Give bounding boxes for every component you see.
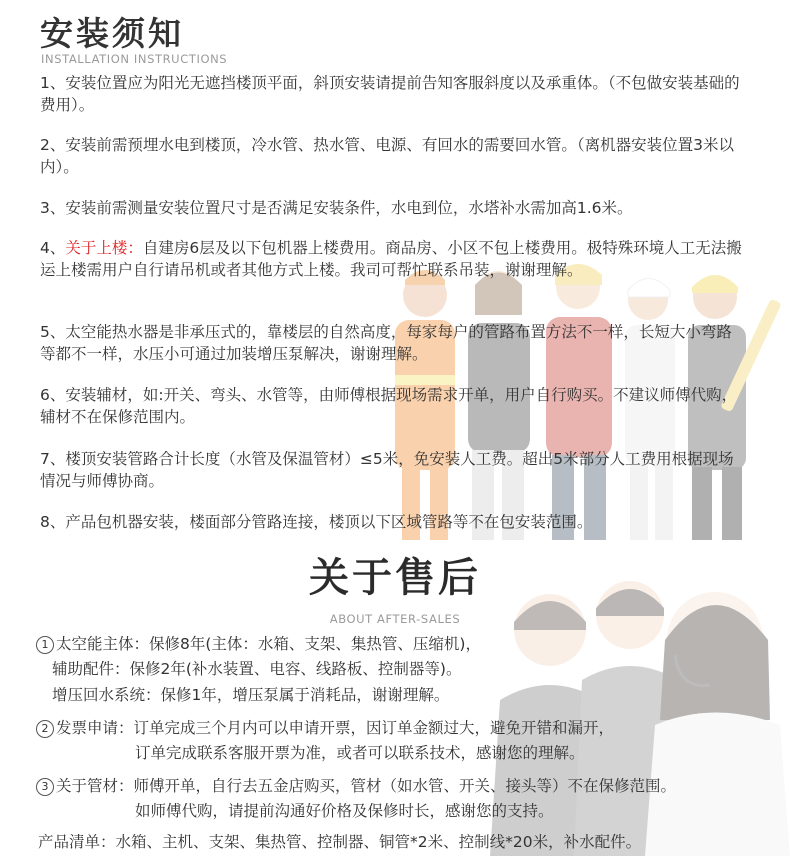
number-1-badge: 1 — [36, 636, 54, 654]
aftersales-title: 关于售后 — [309, 555, 481, 601]
invoice-line-2: 订单完成联系客服开票为准，或者可以联系技术，感谢您的理解。 — [135, 744, 585, 762]
invoice-text: 发票申请：订单完成三个月内可以申请开票，因订单金额过大，避免开错和漏开， — [56, 719, 615, 737]
warranty-accessory-line: 辅助配件：保修2年(补水装置、电容、线路板、控制器等)。 — [52, 660, 462, 678]
install-item-4 — [40, 237, 745, 281]
install-item-5: 5、太空能热水器是非承压式的，靠楼层的自然高度，每家每户的管路布置方法不一样，长短大小弯路等都不一样，水压小可通过加装增压泵解决，谢谢理解。 — [40, 323, 732, 363]
product-list: 产品清单：水箱、主机、支架、集热管、控制器、铜管*2米、控制线*20米，补水配件。 — [38, 833, 642, 851]
install-item-6: 6、安装辅材，如:开关、弯头、水管等，由师傅根据现场需求开单，用户自行购买。不建议师傅代购，辅材不在保修范围内。 — [40, 386, 738, 426]
installation-subtitle: INSTALLATION INSTRUCTIONS — [41, 52, 228, 66]
pipe-material-text: 关于管材：师傅开单，自行去五金店购买，管材（如水管、开关、接头等）不在保修范围。 — [56, 777, 677, 795]
install-item-4-text: 自建房6层及以下包机器上楼费用。商品房、小区不包上楼费用。极特殊环境人工无法搬运上楼需用户自行请吊机或者其他方式上楼。我司可帮忙联系吊装，谢谢理解。 — [40, 239, 742, 279]
install-item-2: 2、安装前需预埋水电到楼顶，冷水管、热水管、电源、有回水的需要回水管。（离机器安装位置3米以内）。 — [40, 136, 734, 176]
warranty-booster-line: 增压回水系统：保修1年，增压泵属于消耗品，谢谢理解。 — [52, 686, 450, 704]
invoice-line — [36, 717, 614, 739]
install-item-7: 7、楼顶安装管路合计长度（水管及保温管材）≤5米，免安装人工费。超出5米部分人工费用根据现场情况与师傅协商。 — [40, 450, 734, 490]
number-3-badge: 3 — [36, 778, 54, 796]
install-item-3: 3、安装前需测量安装位置尺寸是否满足安装条件，水电到位，水塔补水需加高1.6米。 — [40, 199, 633, 217]
number-2-badge: 2 — [36, 720, 54, 738]
warranty-main-text: 太空能主体：保修8年(主体：水箱、支架、集热管、压缩机)， — [56, 635, 481, 653]
pipe-material-line — [36, 775, 676, 797]
upstairs-highlight: 关于上楼： — [65, 239, 143, 257]
aftersales-subtitle: ABOUT AFTER-SALES — [329, 612, 461, 626]
pipe-material-line-2: 如师傅代购，请提前沟通好价格及保修时长，感谢您的支持。 — [135, 802, 554, 820]
install-item-1: 1、安装位置应为阳光无遮挡楼顶平面，斜顶安装请提前告知客服斜度以及承重体。（不包做安装基础的费用）。 — [40, 74, 740, 114]
installation-title: 安装须知 — [40, 14, 184, 53]
install-item-4-prefix: 4、 — [40, 239, 66, 257]
install-item-8: 8、产品包机器安装，楼面部分管路连接，楼顶以下区域管路等不在包安装范围。 — [40, 513, 593, 531]
warranty-main-line — [36, 633, 481, 655]
